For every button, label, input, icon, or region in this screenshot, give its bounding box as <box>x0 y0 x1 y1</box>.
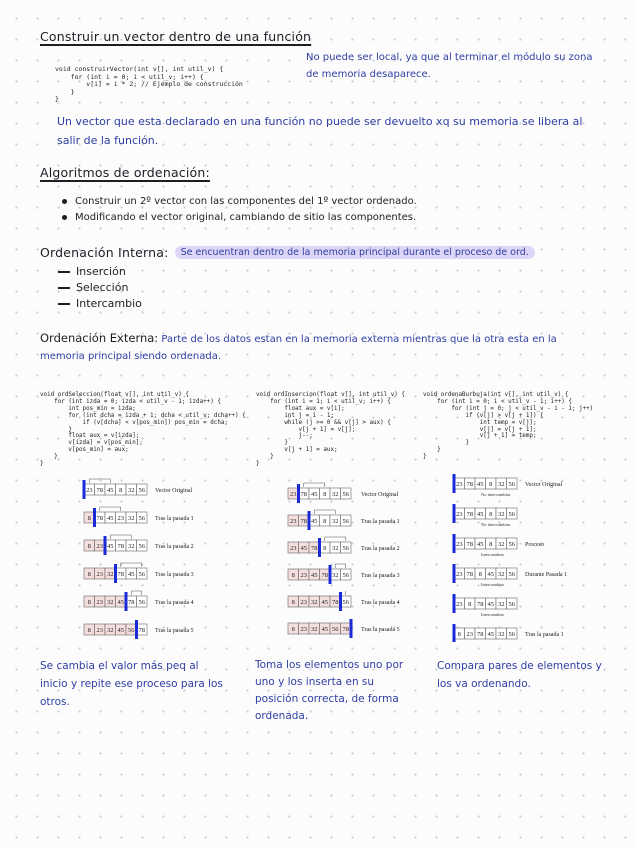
array-cell-value: 45 <box>107 487 114 494</box>
pass-caption: Tras la pasada 5 <box>361 627 400 633</box>
array-cell-value: 32 <box>311 599 318 606</box>
array-cell-value: 45 <box>311 491 318 498</box>
ordenacion-interna-row <box>40 245 535 260</box>
array-cell-value: 56 <box>342 599 349 606</box>
swap-bracket <box>110 535 131 539</box>
section-title-ordenacion-interna: Ordenación Interna: <box>40 245 169 260</box>
array-cell-value: 23 <box>290 545 297 552</box>
sorted-divider-bar <box>453 624 456 642</box>
pass-caption: Tras la pasada 3 <box>361 573 400 579</box>
array-cell-value: 23 <box>456 541 463 548</box>
array-cell-value: 23 <box>300 572 307 579</box>
swap-bracket <box>89 479 110 483</box>
pass-caption: Tras la pasada 3 <box>155 572 194 578</box>
dash-icon <box>58 303 70 305</box>
pass-caption: Vector Original <box>361 492 399 498</box>
list-item <box>58 264 142 280</box>
swap-bracket <box>131 591 142 595</box>
array-cell-value: 45 <box>311 572 318 579</box>
bullet-item <box>62 212 417 223</box>
array-cell-value: 56 <box>508 511 515 518</box>
swap-note: No intercambiar <box>481 522 511 527</box>
pass-caption: Vector Original <box>525 482 563 488</box>
diagram-seleccion <box>78 478 278 648</box>
array-cell-value: 78 <box>300 491 307 498</box>
array-cell-value: 8 <box>291 599 295 606</box>
pass-caption: Tras la pasada 2 <box>361 546 400 552</box>
sorted-divider-bar <box>339 592 342 611</box>
array-cell-value: 23 <box>300 626 307 633</box>
sorted-divider-bar <box>135 620 138 639</box>
diagram-burbuja <box>448 472 628 642</box>
sorted-divider-bar <box>308 511 311 530</box>
array-cell-value: 45 <box>487 631 494 638</box>
ordenacion-interna-desc: Se encuentran dentro de la memoria principal durante el proceso de ord. <box>175 246 535 259</box>
array-cell-value: 56 <box>508 601 515 608</box>
array-cell-value: 78 <box>466 481 473 488</box>
array-cell-value: 78 <box>466 571 473 578</box>
array-cell-value: 32 <box>498 481 505 488</box>
array-cell-value: 8 <box>87 599 91 606</box>
swap-bracket <box>100 507 121 511</box>
sorted-divider-bar <box>350 619 353 638</box>
caption-seleccion: Se cambia el valor más peq al inicio y repite ese proceso para los otros. <box>40 660 223 708</box>
array-cell-value: 32 <box>498 541 505 548</box>
pass-caption: Tras la pasada 4 <box>361 600 400 606</box>
array-cell-value: 23 <box>456 571 463 578</box>
array-cell-value: 8 <box>87 515 91 522</box>
array-cell-value: 45 <box>477 481 484 488</box>
array-cell-value: 32 <box>128 543 135 550</box>
pass-caption: Durante Pasada 1 <box>525 572 567 578</box>
swap-bracket <box>304 483 325 487</box>
array-cell-value: 8 <box>489 541 493 548</box>
array-cell-value: 23 <box>290 518 297 525</box>
array-cell-value: 8 <box>291 626 295 633</box>
array-cell-value: 45 <box>477 511 484 518</box>
sorted-divider-bar <box>83 480 86 499</box>
array-cell-value: 32 <box>498 571 505 578</box>
array-cell-value: 23 <box>117 515 124 522</box>
array-cell-value: 8 <box>119 487 123 494</box>
array-cell-value: 78 <box>477 631 484 638</box>
code-construir-vector: void construirVector(int v[], int util_v) { for (int i = 0; i < util_v; i++) { v[i] = i * 2; // Ejemplo de construcción } } <box>55 65 243 104</box>
dash-icon <box>58 287 70 289</box>
array-cell-value: 8 <box>87 543 91 550</box>
code-ord-seleccion: void ordSeleccion(float v[], int util_v) { for (int izda = 0; izda < util_v - 1; izda++) { int pos_min = izda; for (int dcha = izda + 1; dcha < util_v; dcha++) { if (v[dcha] < v[pos_min]) pos_min = dcha; } float aux = v[izda]; v[izda] = v[pos_min]; v[pos_min] = aux; } } <box>40 392 246 468</box>
array-cell-value: 8 <box>468 601 472 608</box>
bullet-text: Modificando el vector original, cambiando de sitio las componentes. <box>75 212 417 223</box>
array-cell-value: 56 <box>508 631 515 638</box>
swap-bracket <box>325 537 346 541</box>
array-cell-value: 45 <box>300 545 307 552</box>
array-cell-value: 78 <box>117 571 124 578</box>
code-ordena-burbuja: void ordenaBurbuja(int v[], int util_v) { for (int i = 0; i < util_v - 1; i++) { for (int j = 0; j < util_v - i - 1; j++) if (v[j] > v[j + 1]) { int temp = v[j]; v[j] = v[j + 1]; v[j + 1] = temp; } } } <box>423 392 594 461</box>
array-cell-value: 78 <box>128 599 135 606</box>
bullet-dot-icon <box>62 215 67 220</box>
array-cell-value: 23 <box>96 571 103 578</box>
note-vector-funcion: Un vector que esta declarado en una función no puede ser devuelto xq su memoria se libera al salir de la función. <box>57 115 583 147</box>
pass-caption: Proceso <box>525 542 544 548</box>
algoritmos-bullet-list <box>62 196 417 223</box>
swap-note: Intercambiar <box>481 552 504 557</box>
array-cell-value: 23 <box>96 627 103 634</box>
pass-caption: Tras la pasada 5 <box>155 628 194 634</box>
sorted-divider-bar <box>297 484 300 503</box>
array-cell-value: 32 <box>332 491 339 498</box>
array-cell-value: 45 <box>117 627 124 634</box>
array-cell-value: 45 <box>321 626 328 633</box>
array-cell-value: 8 <box>323 545 327 552</box>
array-cell-value: 32 <box>107 571 114 578</box>
array-cell-value: 45 <box>107 515 114 522</box>
sorted-divider-bar <box>453 504 456 523</box>
array-cell-value: 78 <box>342 626 349 633</box>
array-cell-value: 78 <box>96 487 103 494</box>
array-cell-value: 78 <box>332 599 339 606</box>
pass-caption: Tras la pasada 1 <box>155 516 194 522</box>
array-cell-value: 23 <box>86 487 93 494</box>
section-title-ordenacion-externa: Ordenación Externa: <box>40 331 159 345</box>
ordenacion-externa-block <box>40 330 600 365</box>
array-cell-value: 78 <box>466 541 473 548</box>
pass-caption: Tras la pasada 4 <box>155 600 194 606</box>
sorted-divider-bar <box>453 564 456 583</box>
array-cell-value: 45 <box>487 601 494 608</box>
array-cell-value: 56 <box>342 491 349 498</box>
array-cell-value: 8 <box>489 481 493 488</box>
array-cell-value: 23 <box>300 599 307 606</box>
array-cell-value: 8 <box>457 631 461 638</box>
array-cell-value: 23 <box>466 631 473 638</box>
array-cell-value: 8 <box>489 511 493 518</box>
list-item-label: Inserción <box>76 265 126 278</box>
array-cell-value: 78 <box>138 627 145 634</box>
swap-bracket <box>121 563 142 567</box>
dash-icon <box>58 271 70 273</box>
array-cell-value: 8 <box>478 571 482 578</box>
array-cell-value: 32 <box>332 572 339 579</box>
array-cell-value: 23 <box>456 481 463 488</box>
array-cell-value: 56 <box>342 572 349 579</box>
array-cell-value: 32 <box>498 601 505 608</box>
ordenacion-externa-desc: Parte de los datos estan en la memoria externa mientras que la otra esta en la memoria principal siendo ordenada. <box>40 334 557 362</box>
swap-note: No intercambiar <box>481 492 511 497</box>
array-cell-value: 32 <box>332 545 339 552</box>
array-cell-value: 32 <box>128 515 135 522</box>
array-cell-value: 56 <box>508 571 515 578</box>
swap-bracket <box>314 510 335 514</box>
sorted-divider-bar <box>318 538 321 557</box>
pass-caption: Tras la pasada 2 <box>155 544 194 550</box>
sorted-divider-bar <box>453 594 456 613</box>
section-title-algoritmos: Algoritmos de ordenación: <box>40 165 210 180</box>
list-item-label: Intercambio <box>76 297 142 310</box>
array-cell-value: 45 <box>128 571 135 578</box>
array-cell-value: 78 <box>300 518 307 525</box>
array-cell-value: 45 <box>107 543 114 550</box>
array-cell-value: 56 <box>138 599 145 606</box>
array-cell-value: 78 <box>117 543 124 550</box>
array-cell-value: 8 <box>291 572 295 579</box>
array-cell-value: 56 <box>508 481 515 488</box>
array-cell-value: 8 <box>87 627 91 634</box>
array-cell-value: 32 <box>498 511 505 518</box>
array-cell-value: 56 <box>138 487 145 494</box>
code-ord-insercion: void ordInsercion(float v[], int util_v) { for (int i = 1; i < util_v; i++) { float aux = v[i]; int j = i - 1; while (j >= 0 && v[j] > aux) { v[j + 1] = v[j]; j--; } v[j + 1] = aux; } } <box>256 392 405 468</box>
array-cell-value: 32 <box>332 518 339 525</box>
array-cell-value: 23 <box>456 511 463 518</box>
array-cell-value: 56 <box>342 545 349 552</box>
list-item <box>58 280 142 296</box>
array-cell-value: 56 <box>138 543 145 550</box>
array-cell-value: 32 <box>498 631 505 638</box>
swap-bracket <box>335 564 346 568</box>
array-cell-value: 23 <box>456 601 463 608</box>
caption-insercion: Toma los elementos uno por uno y los inserta en su posición correcta, de forma ordenada. <box>255 659 404 722</box>
bullet-dot-icon <box>62 199 67 204</box>
array-cell-value: 78 <box>321 572 328 579</box>
array-cell-value: 78 <box>477 601 484 608</box>
array-cell-value: 56 <box>342 518 349 525</box>
array-cell-value: 78 <box>466 511 473 518</box>
sorted-divider-bar <box>93 508 96 527</box>
sorted-divider-bar <box>104 536 107 555</box>
array-cell-value: 45 <box>117 599 124 606</box>
array-cell-value: 23 <box>96 543 103 550</box>
array-cell-value: 56 <box>138 571 145 578</box>
bullet-item <box>62 196 417 207</box>
array-cell-value: 8 <box>87 571 91 578</box>
array-cell-value: 56 <box>332 626 339 633</box>
array-cell-value: 78 <box>311 545 318 552</box>
caption-burbuja: Compara pares de elementos y los va ordenando. <box>437 660 602 690</box>
array-cell-value: 32 <box>107 627 114 634</box>
array-cell-value: 45 <box>321 599 328 606</box>
pass-caption: Tras la pasada 1 <box>361 519 400 525</box>
section-title-construir-vector: Construir un vector dentro de una función <box>40 29 312 44</box>
array-cell-value: 78 <box>96 515 103 522</box>
array-cell-value: 45 <box>311 518 318 525</box>
list-item <box>58 296 142 312</box>
swap-note: Intercambiar <box>481 612 504 617</box>
ordenacion-interna-list <box>58 264 142 312</box>
sorted-divider-bar <box>329 565 332 584</box>
sorted-divider-bar <box>453 534 456 553</box>
array-cell-value: 23 <box>96 599 103 606</box>
list-item-label: Selección <box>76 281 129 294</box>
array-cell-value: 8 <box>323 518 327 525</box>
swap-note: Intercambiar <box>481 582 504 587</box>
array-cell-value: 56 <box>138 515 145 522</box>
array-cell-value: 32 <box>311 626 318 633</box>
sorted-divider-bar <box>125 592 128 611</box>
array-cell-value: 56 <box>128 627 135 634</box>
sorted-divider-bar <box>114 564 117 583</box>
pass-caption: Vector Original <box>155 488 193 494</box>
array-cell-value: 23 <box>290 491 297 498</box>
side-note-memoria: No puede ser local, ya que al terminar el módulo su zona de memoria desaparece. <box>306 52 593 80</box>
bullet-text: Construir un 2º vector con las componentes del 1º vector ordenado. <box>75 196 417 207</box>
array-cell-value: 45 <box>477 541 484 548</box>
array-cell-value: 45 <box>487 571 494 578</box>
array-cell-value: 32 <box>107 599 114 606</box>
pass-caption: Tras la pasada 1 <box>525 632 564 638</box>
sorted-divider-bar <box>453 474 456 493</box>
array-cell-value: 8 <box>323 491 327 498</box>
array-cell-value: 56 <box>508 541 515 548</box>
array-cell-value: 32 <box>128 487 135 494</box>
